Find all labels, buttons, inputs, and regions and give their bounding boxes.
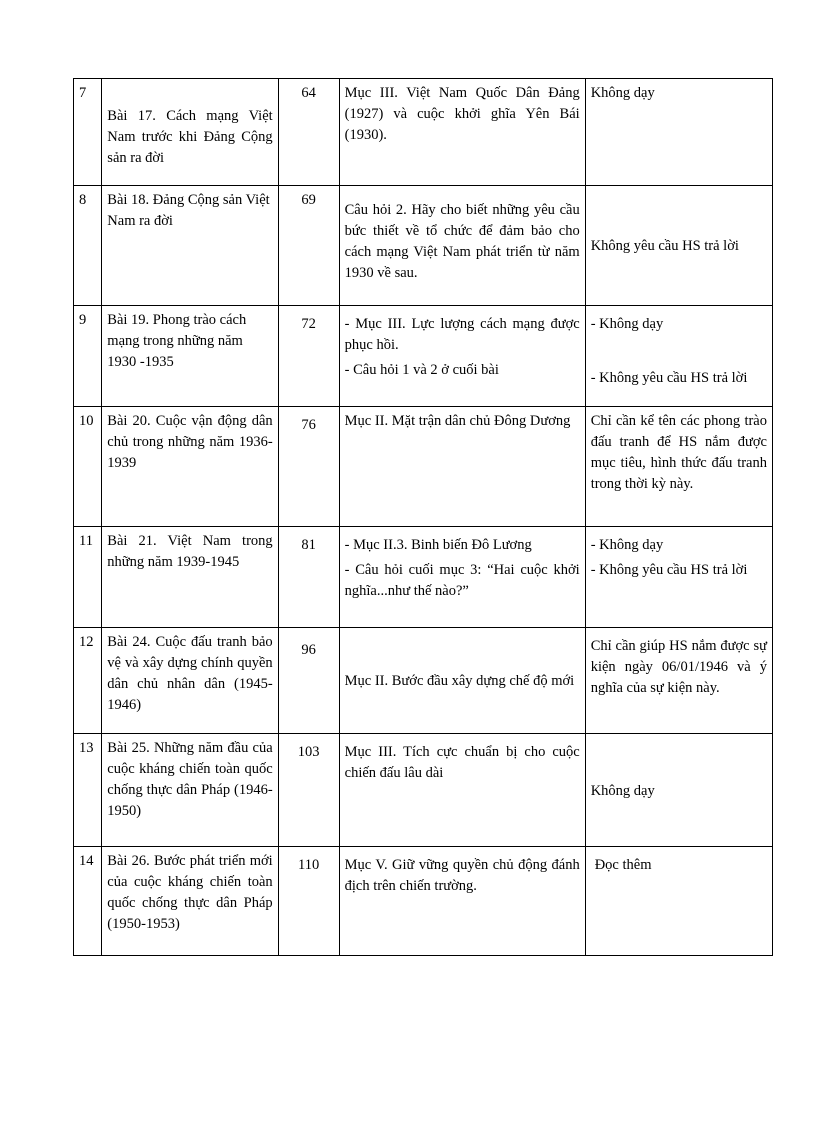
table-row <box>74 407 773 527</box>
section-cell <box>339 734 585 847</box>
row-number: 11 <box>74 527 102 628</box>
section-line: - Mục II.3. Binh biến Đô Lương <box>344 537 532 553</box>
page-number: 72 <box>278 306 339 407</box>
note-cell <box>585 407 772 527</box>
table-row <box>74 847 773 956</box>
lesson-title: Bài 21. Việt Nam trong những năm 1939-1945 <box>102 527 278 628</box>
section-cell <box>339 407 585 527</box>
note-line: Không yêu cầu HS trả lời <box>590 238 739 254</box>
page-number: 76 <box>278 407 339 527</box>
page-number: 110 <box>278 847 339 956</box>
table-row <box>74 628 773 734</box>
note-cell <box>585 306 772 407</box>
section-line: Mục II. Mặt trận dân chủ Đông Dương <box>344 413 571 429</box>
section-line: - Mục III. Lực lượng cách mạng được phục hồi. <box>344 316 580 353</box>
note-line: Không dạy <box>590 782 655 799</box>
table-row <box>74 527 773 628</box>
note-line: - Không yêu cầu HS trả lời <box>590 370 748 386</box>
row-number: 10 <box>74 407 102 527</box>
lesson-title: Bài 25. Những năm đầu của cuộc kháng chiến toàn quốc chống thực dân Pháp (1946-1950) <box>102 734 278 847</box>
page-number: 64 <box>278 79 339 186</box>
section-line: Mục II. Bước đầu xây dựng chế độ mới <box>344 673 575 689</box>
table-row <box>74 186 773 306</box>
page-number: 103 <box>278 734 339 847</box>
lesson-title: Bài 19. Phong trào cách mạng trong những năm 1930 -1935 <box>102 306 278 407</box>
section-cell <box>339 79 585 186</box>
lesson-title: Bài 24. Cuộc đấu tranh bảo vệ và xây dựng chính quyền dân chủ nhân dân (1945-1946) <box>102 628 278 734</box>
section-cell <box>339 847 585 956</box>
section-line: Mục V. Giữ vững quyền chủ động đánh địch trên chiến trường. <box>344 857 580 894</box>
lesson-title: Bài 18. Đảng Cộng sản Việt Nam ra đời <box>102 186 278 306</box>
table-row <box>74 79 773 186</box>
note-cell <box>585 79 772 186</box>
note-line: - Không dạy <box>590 316 664 332</box>
page-number: 69 <box>278 186 339 306</box>
lesson-title: Bài 17. Cách mạng Việt Nam trước khi Đảng Cộng sản ra đời <box>102 79 278 186</box>
note-line: Không dạy <box>590 85 655 101</box>
note-line: Đọc thêm <box>594 857 652 873</box>
section-line: - Câu hỏi 1 và 2 ở cuối bài <box>344 362 499 378</box>
row-number: 8 <box>74 186 102 306</box>
lesson-title: Bài 20. Cuộc vận động dân chủ trong những năm 1936-1939 <box>102 407 278 527</box>
section-cell <box>339 527 585 628</box>
row-number: 9 <box>74 306 102 407</box>
note-cell <box>585 734 772 847</box>
section-line: Câu hỏi 2. Hãy cho biết những yêu cầu bức thiết về tổ chức để đảm bảo cho cách mạng Việt Nam phát triển từ năm 1930 về sau. <box>344 202 580 281</box>
curriculum-table <box>73 78 773 956</box>
note-cell <box>585 628 772 734</box>
page-number: 96 <box>278 628 339 734</box>
row-number: 14 <box>74 847 102 956</box>
lesson-title: Bài 26. Bước phát triển mới của cuộc kháng chiến toàn quốc chống thực dân Pháp (1950-1953) <box>102 847 278 956</box>
section-cell <box>339 306 585 407</box>
section-line: Mục III. Tích cực chuẩn bị cho cuộc chiến đấu lâu dài <box>344 744 580 781</box>
section-line: - Câu hỏi cuối mục 3: “Hai cuộc khởi nghĩa...như thế nào?” <box>344 562 580 599</box>
note-line: - Không yêu cầu HS trả lời <box>590 562 748 578</box>
note-line: - Không dạy <box>590 537 664 553</box>
section-line: Mục III. Việt Nam Quốc Dân Đảng (1927) và cuộc khởi ghĩa Yên Bái (1930). <box>344 85 580 143</box>
row-number: 7 <box>74 79 102 186</box>
row-number: 13 <box>74 734 102 847</box>
table-row <box>74 734 773 847</box>
note-cell <box>585 847 772 956</box>
table-row <box>74 306 773 407</box>
note-cell <box>585 527 772 628</box>
section-cell <box>339 186 585 306</box>
note-line: Chỉ cần kể tên các phong trào đấu tranh để HS nắm được mục tiêu, hình thức đấu tranh trong thời kỳ này. <box>590 413 767 492</box>
note-line: Chỉ cần giúp HS nắm được sự kiện ngày 06/01/1946 và ý nghĩa của sự kiện này. <box>590 638 767 696</box>
section-cell <box>339 628 585 734</box>
note-cell <box>585 186 772 306</box>
row-number: 12 <box>74 628 102 734</box>
page-number: 81 <box>278 527 339 628</box>
